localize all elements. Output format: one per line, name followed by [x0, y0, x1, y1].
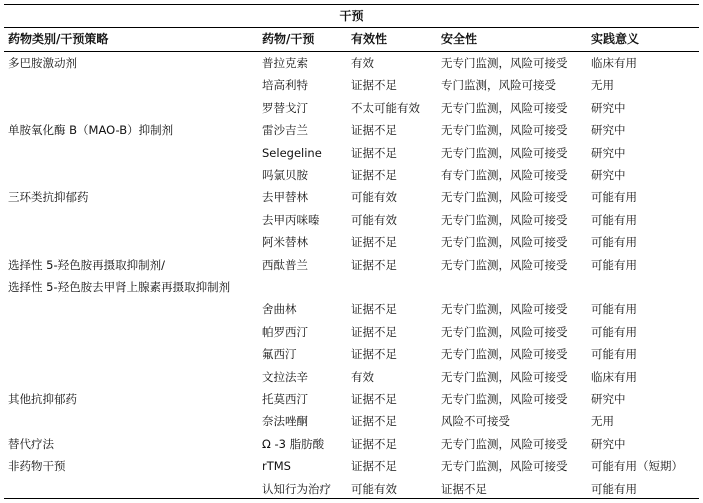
safety-cell: 无专门监测，风险可接受	[441, 212, 568, 227]
safety-cell: 无专门监测，风险可接受	[441, 347, 568, 362]
drug-cell: Selegeline	[262, 145, 322, 160]
drug-cell: 奈法唑酮	[262, 414, 308, 429]
efficacy-cell: 证据不足	[351, 78, 397, 93]
efficacy-cell: 证据不足	[351, 145, 397, 160]
practice-cell: 研究中	[591, 392, 626, 406]
efficacy-cell: 证据不足	[351, 459, 397, 474]
practice-cell: 可能有用	[591, 190, 637, 205]
practice-cell: 研究中	[591, 436, 626, 451]
header-drug: 药物/干预	[262, 32, 315, 46]
efficacy-cell: 证据不足	[351, 257, 397, 272]
efficacy-cell: 证据不足	[351, 347, 397, 362]
efficacy-cell: 证据不足	[351, 392, 397, 406]
practice-cell: 可能有用	[591, 347, 637, 362]
practice-cell: 临床有用	[591, 369, 637, 384]
category-cell: 选择性 5-羟色胺去甲肾上腺素再摄取抑制剂	[8, 280, 231, 294]
efficacy-cell: 证据不足	[351, 168, 397, 182]
practice-cell: 可能有用	[591, 257, 637, 272]
safety-cell: 无专门监测，风险可接受	[441, 302, 568, 317]
safety-cell: 无专门监测，风险可接受	[441, 324, 568, 339]
practice-cell: 可能有用	[591, 302, 637, 317]
header-safety: 安全性	[441, 32, 478, 46]
efficacy-cell: 证据不足	[351, 123, 397, 138]
drug-cell: 帕罗西汀	[262, 324, 308, 339]
drug-cell: 雷沙吉兰	[262, 123, 308, 138]
drug-cell: 托莫西汀	[262, 392, 308, 406]
efficacy-cell: 可能有效	[351, 212, 397, 227]
category-cell: 替代疗法	[8, 436, 54, 451]
safety-cell: 无专门监测，风险可接受	[441, 145, 568, 160]
safety-cell: 证据不足	[441, 481, 487, 496]
efficacy-cell: 可能有效	[351, 190, 397, 205]
practice-cell: 临床有用	[591, 56, 637, 70]
category-cell: 多巴胺激动剂	[8, 56, 77, 70]
drug-cell: 文拉法辛	[262, 369, 308, 384]
safety-cell: 无专门监测，风险可接受	[441, 123, 568, 138]
efficacy-cell: 有效	[351, 369, 374, 384]
practice-cell: 无用	[591, 78, 614, 93]
category-cell: 单胺氧化酶 B（MAO-B）抑制剂	[8, 123, 174, 138]
efficacy-cell: 不太可能有效	[351, 100, 420, 115]
practice-cell: 无用	[591, 414, 614, 429]
efficacy-cell: 证据不足	[351, 235, 397, 250]
efficacy-cell: 证据不足	[351, 324, 397, 339]
safety-cell: 无专门监测，风险可接受	[441, 436, 568, 451]
category-cell: 非药物干预	[8, 459, 66, 474]
efficacy-cell: 证据不足	[351, 436, 397, 451]
safety-cell: 专门监测，风险可接受	[441, 78, 556, 93]
practice-cell: 可能有用	[591, 235, 637, 250]
safety-cell: 无专门监测，风险可接受	[441, 190, 568, 205]
efficacy-cell: 有效	[351, 56, 374, 70]
drug-cell: 氟西汀	[262, 347, 297, 362]
safety-cell: 无专门监测，风险可接受	[441, 235, 568, 250]
header-category: 药物类别/干预策略	[8, 32, 109, 46]
header-practice: 实践意义	[591, 32, 640, 46]
practice-cell: 可能有用	[591, 212, 637, 227]
practice-cell: 研究中	[591, 123, 626, 138]
category-cell: 三环类抗抑郁药	[8, 190, 89, 205]
drug-cell: 培高利特	[262, 78, 308, 93]
drug-cell: 西酞普兰	[262, 257, 308, 272]
drug-cell: 吗氯贝胺	[262, 168, 308, 182]
drug-cell: rTMS	[262, 459, 291, 474]
safety-cell: 无专门监测，风险可接受	[441, 459, 568, 474]
header-efficacy: 有效性	[351, 32, 388, 46]
safety-cell: 无专门监测，风险可接受	[441, 257, 568, 272]
safety-cell: 风险不可接受	[441, 414, 510, 429]
drug-cell: 去甲替林	[262, 190, 308, 205]
intervention-table	[4, 4, 699, 499]
efficacy-cell: 证据不足	[351, 414, 397, 429]
practice-cell: 可能有用（短期）	[591, 459, 683, 474]
safety-cell: 有专门监测，风险可接受	[441, 168, 568, 182]
drug-cell: 阿米替林	[262, 235, 308, 250]
drug-cell: 认知行为治疗	[262, 481, 331, 496]
safety-cell: 无专门监测，风险可接受	[441, 369, 568, 384]
safety-cell: 无专门监测，风险可接受	[441, 392, 568, 406]
drug-cell: 罗替戈汀	[262, 100, 308, 115]
practice-cell: 研究中	[591, 145, 626, 160]
practice-cell: 研究中	[591, 168, 626, 182]
category-cell: 其他抗抑郁药	[8, 392, 77, 406]
drug-cell: 舍曲林	[262, 302, 297, 317]
efficacy-cell: 可能有效	[351, 481, 397, 496]
table-title: 干预	[339, 9, 364, 23]
efficacy-cell: 证据不足	[351, 302, 397, 317]
safety-cell: 无专门监测，风险可接受	[441, 56, 568, 70]
category-cell: 选择性 5-羟色胺再摄取抑制剂/	[8, 257, 165, 272]
drug-cell: 去甲丙咪嗪	[262, 212, 320, 227]
safety-cell: 无专门监测，风险可接受	[441, 100, 568, 115]
drug-cell: Ω -3 脂肪酸	[262, 436, 325, 451]
practice-cell: 研究中	[591, 100, 626, 115]
practice-cell: 可能有用	[591, 481, 637, 496]
practice-cell: 可能有用	[591, 324, 637, 339]
drug-cell: 普拉克索	[262, 56, 308, 70]
